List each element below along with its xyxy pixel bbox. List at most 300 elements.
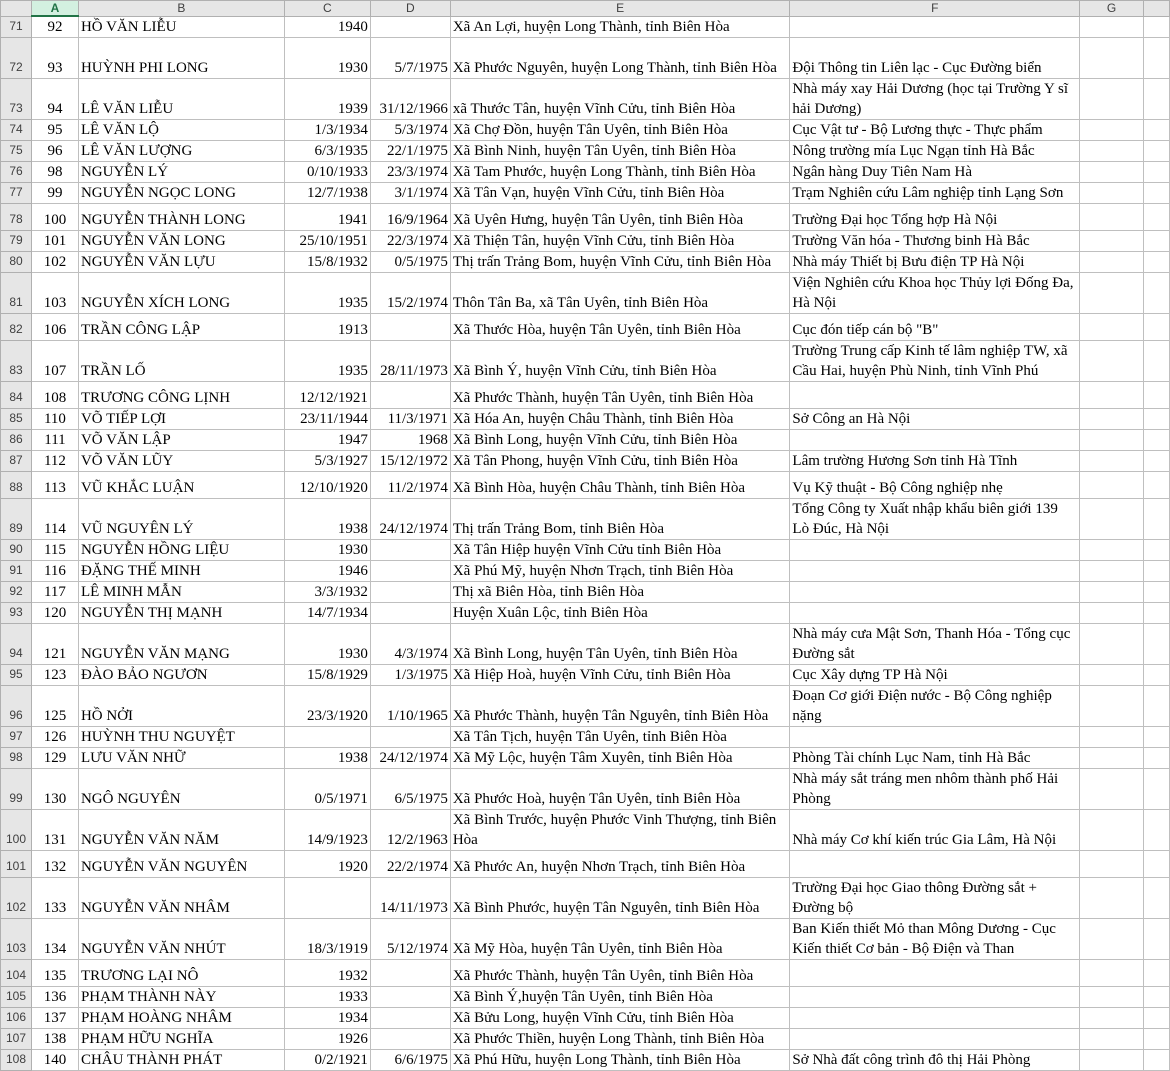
cell-workplace[interactable] bbox=[790, 429, 1080, 450]
cell-name[interactable]: HUỲNH THU NGUYỆT bbox=[78, 726, 284, 747]
cell-hometown[interactable]: Thị trấn Trảng Bom, huyện Vĩnh Cửu, tỉnh Biên Hòa bbox=[450, 251, 790, 272]
column-header-a[interactable]: A bbox=[31, 1, 78, 17]
cell-birth-date[interactable]: 1933 bbox=[284, 986, 370, 1007]
cell-birth-date[interactable]: 14/7/1934 bbox=[284, 602, 370, 623]
cell-name[interactable]: PHẠM HỮU NGHĨA bbox=[78, 1028, 284, 1049]
cell-birth-date[interactable]: 1947 bbox=[284, 429, 370, 450]
cell-date[interactable]: 16/9/1964 bbox=[370, 203, 450, 230]
cell-blank[interactable] bbox=[1143, 918, 1169, 959]
cell-stt[interactable]: 114 bbox=[31, 498, 78, 539]
cell-g[interactable] bbox=[1080, 498, 1144, 539]
cell-birth-date[interactable]: 1935 bbox=[284, 272, 370, 313]
cell-name[interactable]: TRƯƠNG CÔNG LỊNH bbox=[78, 381, 284, 408]
cell-blank[interactable] bbox=[1143, 16, 1169, 37]
cell-stt[interactable]: 108 bbox=[31, 381, 78, 408]
cell-blank[interactable] bbox=[1143, 340, 1169, 381]
cell-g[interactable] bbox=[1080, 581, 1144, 602]
cell-g[interactable] bbox=[1080, 1007, 1144, 1028]
cell-date[interactable]: 15/2/1974 bbox=[370, 272, 450, 313]
cell-date[interactable]: 0/5/1975 bbox=[370, 251, 450, 272]
cell-hometown[interactable]: Thị xã Biên Hòa, tỉnh Biên Hòa bbox=[450, 581, 790, 602]
cell-name[interactable]: PHẠM THÀNH NÀY bbox=[78, 986, 284, 1007]
cell-stt[interactable]: 132 bbox=[31, 850, 78, 877]
cell-workplace[interactable]: Nhà máy cưa Mật Sơn, Thanh Hóa - Tổng cục Đường sắt bbox=[790, 623, 1080, 664]
cell-hometown[interactable]: Huyện Xuân Lộc, tỉnh Biên Hòa bbox=[450, 602, 790, 623]
cell-name[interactable]: LÊ VĂN LƯỢNG bbox=[78, 140, 284, 161]
cell-g[interactable] bbox=[1080, 408, 1144, 429]
cell-hometown[interactable]: Thị trấn Trảng Bom, tỉnh Biên Hòa bbox=[450, 498, 790, 539]
cell-stt[interactable]: 136 bbox=[31, 986, 78, 1007]
cell-g[interactable] bbox=[1080, 182, 1144, 203]
cell-hometown[interactable]: Xã Bình Ý,huyện Tân Uyên, tỉnh Biên Hòa bbox=[450, 986, 790, 1007]
cell-hometown[interactable]: Xã An Lợi, huyện Long Thành, tỉnh Biên Hòa bbox=[450, 16, 790, 37]
cell-g[interactable] bbox=[1080, 230, 1144, 251]
row-header[interactable]: 104 bbox=[1, 959, 32, 986]
cell-birth-date[interactable]: 0/5/1971 bbox=[284, 768, 370, 809]
cell-g[interactable] bbox=[1080, 251, 1144, 272]
cell-workplace[interactable] bbox=[790, 726, 1080, 747]
cell-hometown[interactable]: Xã Thước Hòa, huyện Tân Uyên, tỉnh Biên Hòa bbox=[450, 313, 790, 340]
cell-birth-date[interactable]: 0/2/1921 bbox=[284, 1049, 370, 1070]
cell-stt[interactable]: 95 bbox=[31, 119, 78, 140]
cell-date[interactable]: 1968 bbox=[370, 429, 450, 450]
cell-hometown[interactable]: Xã Hiệp Hoà, huyện Vĩnh Cửu, tỉnh Biên Hòa bbox=[450, 664, 790, 685]
row-header[interactable]: 106 bbox=[1, 1007, 32, 1028]
row-header[interactable]: 82 bbox=[1, 313, 32, 340]
cell-stt[interactable]: 102 bbox=[31, 251, 78, 272]
cell-birth-date[interactable]: 23/3/1920 bbox=[284, 685, 370, 726]
cell-hometown[interactable]: Xã Tân Tịch, huyện Tân Uyên, tỉnh Biên Hòa bbox=[450, 726, 790, 747]
cell-hometown[interactable]: Xã Thiện Tân, huyện Vĩnh Cửu, tỉnh Biên Hòa bbox=[450, 230, 790, 251]
cell-date[interactable] bbox=[370, 1028, 450, 1049]
cell-date[interactable]: 11/3/1971 bbox=[370, 408, 450, 429]
cell-workplace[interactable]: Cục Vật tư - Bộ Lương thực - Thực phẩm bbox=[790, 119, 1080, 140]
row-header[interactable]: 71 bbox=[1, 16, 32, 37]
cell-blank[interactable] bbox=[1143, 581, 1169, 602]
cell-blank[interactable] bbox=[1143, 429, 1169, 450]
cell-g[interactable] bbox=[1080, 203, 1144, 230]
cell-date[interactable] bbox=[370, 560, 450, 581]
cell-hometown[interactable]: Thôn Tân Ba, xã Tân Uyên, tỉnh Biên Hòa bbox=[450, 272, 790, 313]
cell-blank[interactable] bbox=[1143, 408, 1169, 429]
cell-name[interactable]: HỒ NỞI bbox=[78, 685, 284, 726]
cell-workplace[interactable] bbox=[790, 381, 1080, 408]
cell-date[interactable]: 31/12/1966 bbox=[370, 78, 450, 119]
cell-stt[interactable]: 103 bbox=[31, 272, 78, 313]
cell-workplace[interactable]: Nhà máy sắt tráng men nhôm thành phố Hải Phòng bbox=[790, 768, 1080, 809]
row-header[interactable]: 108 bbox=[1, 1049, 32, 1070]
cell-hometown[interactable]: Xã Bình Trước, huyện Phước Vinh Thượng, tỉnh Biên Hòa bbox=[450, 809, 790, 850]
cell-blank[interactable] bbox=[1143, 850, 1169, 877]
cell-name[interactable]: NGUYỄN VĂN NĂM bbox=[78, 809, 284, 850]
cell-stt[interactable]: 106 bbox=[31, 313, 78, 340]
cell-blank[interactable] bbox=[1143, 140, 1169, 161]
cell-date[interactable] bbox=[370, 959, 450, 986]
row-header[interactable]: 87 bbox=[1, 450, 32, 471]
row-header[interactable]: 84 bbox=[1, 381, 32, 408]
cell-stt[interactable]: 129 bbox=[31, 747, 78, 768]
cell-blank[interactable] bbox=[1143, 959, 1169, 986]
cell-date[interactable] bbox=[370, 313, 450, 340]
cell-stt[interactable]: 131 bbox=[31, 809, 78, 850]
cell-birth-date[interactable]: 1930 bbox=[284, 623, 370, 664]
cell-stt[interactable]: 99 bbox=[31, 182, 78, 203]
cell-date[interactable]: 6/5/1975 bbox=[370, 768, 450, 809]
column-header-blank[interactable] bbox=[1143, 1, 1169, 17]
cell-stt[interactable]: 133 bbox=[31, 877, 78, 918]
cell-date[interactable] bbox=[370, 602, 450, 623]
cell-name[interactable]: NGUYỄN LÝ bbox=[78, 161, 284, 182]
row-header[interactable]: 92 bbox=[1, 581, 32, 602]
cell-g[interactable] bbox=[1080, 429, 1144, 450]
cell-name[interactable]: CHÂU THÀNH PHÁT bbox=[78, 1049, 284, 1070]
select-all-corner[interactable] bbox=[1, 1, 32, 17]
cell-blank[interactable] bbox=[1143, 471, 1169, 498]
cell-name[interactable]: HUỲNH PHI LONG bbox=[78, 37, 284, 78]
cell-birth-date[interactable]: 1930 bbox=[284, 37, 370, 78]
cell-birth-date[interactable]: 1/3/1934 bbox=[284, 119, 370, 140]
row-header[interactable]: 76 bbox=[1, 161, 32, 182]
cell-stt[interactable]: 120 bbox=[31, 602, 78, 623]
row-header[interactable]: 79 bbox=[1, 230, 32, 251]
cell-stt[interactable]: 112 bbox=[31, 450, 78, 471]
row-header[interactable]: 77 bbox=[1, 182, 32, 203]
cell-workplace[interactable]: Vụ Kỹ thuật - Bộ Công nghiệp nhẹ bbox=[790, 471, 1080, 498]
cell-birth-date[interactable]: 1946 bbox=[284, 560, 370, 581]
cell-workplace[interactable]: Trường Văn hóa - Thương binh Hà Bắc bbox=[790, 230, 1080, 251]
cell-stt[interactable]: 130 bbox=[31, 768, 78, 809]
row-header[interactable]: 90 bbox=[1, 539, 32, 560]
cell-birth-date[interactable]: 25/10/1951 bbox=[284, 230, 370, 251]
cell-stt[interactable]: 100 bbox=[31, 203, 78, 230]
cell-date[interactable] bbox=[370, 986, 450, 1007]
cell-date[interactable]: 1/10/1965 bbox=[370, 685, 450, 726]
row-header[interactable]: 98 bbox=[1, 747, 32, 768]
column-header-b[interactable]: B bbox=[78, 1, 284, 17]
cell-name[interactable]: NGUYỄN VĂN MẠNG bbox=[78, 623, 284, 664]
cell-birth-date[interactable]: 1926 bbox=[284, 1028, 370, 1049]
cell-name[interactable]: PHẠM HOÀNG NHÂM bbox=[78, 1007, 284, 1028]
row-header[interactable]: 96 bbox=[1, 685, 32, 726]
cell-g[interactable] bbox=[1080, 381, 1144, 408]
cell-workplace[interactable]: Nhà máy Thiết bị Bưu điện TP Hà Nội bbox=[790, 251, 1080, 272]
cell-g[interactable] bbox=[1080, 877, 1144, 918]
cell-hometown[interactable]: Xã Tân Vạn, huyện Vĩnh Cửu, tỉnh Biên Hòa bbox=[450, 182, 790, 203]
cell-birth-date[interactable]: 15/8/1932 bbox=[284, 251, 370, 272]
cell-workplace[interactable]: Trường Đại học Giao thông Đường sắt + Đường bộ bbox=[790, 877, 1080, 918]
cell-date[interactable]: 1/3/1975 bbox=[370, 664, 450, 685]
cell-date[interactable] bbox=[370, 1007, 450, 1028]
cell-birth-date[interactable]: 14/9/1923 bbox=[284, 809, 370, 850]
cell-name[interactable]: LÊ MINH MẪN bbox=[78, 581, 284, 602]
cell-date[interactable]: 15/12/1972 bbox=[370, 450, 450, 471]
cell-date[interactable]: 5/12/1974 bbox=[370, 918, 450, 959]
cell-name[interactable]: NGUYỄN VĂN NGUYÊN bbox=[78, 850, 284, 877]
cell-g[interactable] bbox=[1080, 850, 1144, 877]
cell-date[interactable]: 28/11/1973 bbox=[370, 340, 450, 381]
cell-hometown[interactable]: Xã Uyên Hưng, huyện Tân Uyên, tỉnh Biên Hòa bbox=[450, 203, 790, 230]
cell-birth-date[interactable]: 12/7/1938 bbox=[284, 182, 370, 203]
cell-birth-date[interactable] bbox=[284, 726, 370, 747]
row-header[interactable]: 81 bbox=[1, 272, 32, 313]
cell-name[interactable]: VÕ TIẾP LỢI bbox=[78, 408, 284, 429]
cell-date[interactable]: 22/2/1974 bbox=[370, 850, 450, 877]
cell-workplace[interactable] bbox=[790, 1007, 1080, 1028]
cell-blank[interactable] bbox=[1143, 768, 1169, 809]
cell-hometown[interactable]: xã Thước Tân, huyện Vĩnh Cửu, tỉnh Biên Hòa bbox=[450, 78, 790, 119]
cell-name[interactable]: VŨ NGUYÊN LÝ bbox=[78, 498, 284, 539]
cell-birth-date[interactable]: 5/3/1927 bbox=[284, 450, 370, 471]
cell-g[interactable] bbox=[1080, 959, 1144, 986]
cell-workplace[interactable] bbox=[790, 986, 1080, 1007]
cell-date[interactable] bbox=[370, 581, 450, 602]
cell-blank[interactable] bbox=[1143, 450, 1169, 471]
cell-name[interactable]: VŨ KHẮC LUẬN bbox=[78, 471, 284, 498]
cell-birth-date[interactable]: 1938 bbox=[284, 747, 370, 768]
cell-blank[interactable] bbox=[1143, 161, 1169, 182]
cell-workplace[interactable] bbox=[790, 602, 1080, 623]
cell-stt[interactable]: 140 bbox=[31, 1049, 78, 1070]
cell-name[interactable]: ĐẶNG THẾ MINH bbox=[78, 560, 284, 581]
cell-blank[interactable] bbox=[1143, 272, 1169, 313]
cell-date[interactable]: 11/2/1974 bbox=[370, 471, 450, 498]
cell-birth-date[interactable]: 1934 bbox=[284, 1007, 370, 1028]
cell-name[interactable]: NGUYỄN XÍCH LONG bbox=[78, 272, 284, 313]
cell-date[interactable]: 3/1/1974 bbox=[370, 182, 450, 203]
cell-blank[interactable] bbox=[1143, 182, 1169, 203]
cell-hometown[interactable]: Xã Bình Long, huyện Vĩnh Cửu, tỉnh Biên Hòa bbox=[450, 429, 790, 450]
cell-hometown[interactable]: Xã Bình Long, huyện Tân Uyên, tỉnh Biên Hòa bbox=[450, 623, 790, 664]
cell-g[interactable] bbox=[1080, 1028, 1144, 1049]
cell-stt[interactable]: 96 bbox=[31, 140, 78, 161]
cell-hometown[interactable]: Xã Bình Ý, huyện Vĩnh Cửu, tỉnh Biên Hòa bbox=[450, 340, 790, 381]
cell-stt[interactable]: 98 bbox=[31, 161, 78, 182]
cell-g[interactable] bbox=[1080, 768, 1144, 809]
cell-stt[interactable]: 135 bbox=[31, 959, 78, 986]
cell-blank[interactable] bbox=[1143, 986, 1169, 1007]
cell-birth-date[interactable]: 1932 bbox=[284, 959, 370, 986]
cell-workplace[interactable]: Trường Trung cấp Kinh tế lâm nghiệp TW, xã Cầu Hai, huyện Phù Ninh, tỉnh Vĩnh Phú bbox=[790, 340, 1080, 381]
cell-g[interactable] bbox=[1080, 685, 1144, 726]
cell-hometown[interactable]: Xã Phước Thành, huyện Tân Uyên, tỉnh Biên Hòa bbox=[450, 381, 790, 408]
cell-workplace[interactable]: Viện Nghiên cứu Khoa học Thủy lợi Đống Đa, Hà Nội bbox=[790, 272, 1080, 313]
cell-birth-date[interactable]: 1941 bbox=[284, 203, 370, 230]
row-header[interactable]: 72 bbox=[1, 37, 32, 78]
cell-stt[interactable]: 110 bbox=[31, 408, 78, 429]
cell-workplace[interactable]: Lâm trường Hương Sơn tỉnh Hà Tĩnh bbox=[790, 450, 1080, 471]
cell-stt[interactable]: 92 bbox=[31, 16, 78, 37]
row-header[interactable]: 78 bbox=[1, 203, 32, 230]
cell-hometown[interactable]: Xã Bình Phước, huyện Tân Nguyên, tỉnh Biên Hòa bbox=[450, 877, 790, 918]
cell-date[interactable] bbox=[370, 726, 450, 747]
cell-workplace[interactable]: Trạm Nghiên cứu Lâm nghiệp tỉnh Lạng Sơn bbox=[790, 182, 1080, 203]
cell-birth-date[interactable]: 3/3/1932 bbox=[284, 581, 370, 602]
cell-name[interactable]: NGUYỄN NGỌC LONG bbox=[78, 182, 284, 203]
cell-hometown[interactable]: Xã Phước Hoà, huyện Tân Uyên, tỉnh Biên Hòa bbox=[450, 768, 790, 809]
cell-blank[interactable] bbox=[1143, 498, 1169, 539]
cell-date[interactable] bbox=[370, 16, 450, 37]
row-header[interactable]: 100 bbox=[1, 809, 32, 850]
cell-blank[interactable] bbox=[1143, 726, 1169, 747]
cell-date[interactable]: 4/3/1974 bbox=[370, 623, 450, 664]
cell-hometown[interactable]: Xã Mỹ Hòa, huyện Tân Uyên, tỉnh Biên Hòa bbox=[450, 918, 790, 959]
cell-blank[interactable] bbox=[1143, 119, 1169, 140]
cell-blank[interactable] bbox=[1143, 37, 1169, 78]
cell-hometown[interactable]: Xã Phước Thành, huyện Tân Uyên, tỉnh Biên Hòa bbox=[450, 959, 790, 986]
cell-name[interactable]: NGUYỄN THÀNH LONG bbox=[78, 203, 284, 230]
cell-blank[interactable] bbox=[1143, 313, 1169, 340]
cell-g[interactable] bbox=[1080, 450, 1144, 471]
cell-birth-date[interactable]: 1938 bbox=[284, 498, 370, 539]
cell-stt[interactable]: 101 bbox=[31, 230, 78, 251]
cell-birth-date[interactable]: 1930 bbox=[284, 539, 370, 560]
cell-date[interactable]: 5/3/1974 bbox=[370, 119, 450, 140]
cell-name[interactable]: TRẦN LỐ bbox=[78, 340, 284, 381]
row-header[interactable]: 86 bbox=[1, 429, 32, 450]
cell-date[interactable]: 24/12/1974 bbox=[370, 747, 450, 768]
row-header[interactable]: 101 bbox=[1, 850, 32, 877]
cell-g[interactable] bbox=[1080, 539, 1144, 560]
cell-g[interactable] bbox=[1080, 119, 1144, 140]
cell-stt[interactable]: 134 bbox=[31, 918, 78, 959]
cell-blank[interactable] bbox=[1143, 251, 1169, 272]
cell-blank[interactable] bbox=[1143, 809, 1169, 850]
cell-hometown[interactable]: Xã Bình Hòa, huyện Châu Thành, tỉnh Biên Hòa bbox=[450, 471, 790, 498]
cell-name[interactable]: NGUYỄN VĂN LỰU bbox=[78, 251, 284, 272]
cell-g[interactable] bbox=[1080, 918, 1144, 959]
cell-hometown[interactable]: Xã Tân Hiệp huyện Vĩnh Cửu tỉnh Biên Hòa bbox=[450, 539, 790, 560]
cell-date[interactable] bbox=[370, 539, 450, 560]
cell-workplace[interactable] bbox=[790, 16, 1080, 37]
cell-workplace[interactable] bbox=[790, 1028, 1080, 1049]
cell-workplace[interactable]: Phòng Tài chính Lục Nam, tỉnh Hà Bắc bbox=[790, 747, 1080, 768]
column-header-d[interactable]: D bbox=[370, 1, 450, 17]
cell-birth-date[interactable]: 12/10/1920 bbox=[284, 471, 370, 498]
cell-birth-date[interactable]: 1935 bbox=[284, 340, 370, 381]
cell-birth-date[interactable]: 1940 bbox=[284, 16, 370, 37]
cell-g[interactable] bbox=[1080, 623, 1144, 664]
cell-date[interactable]: 12/2/1963 bbox=[370, 809, 450, 850]
row-header[interactable]: 88 bbox=[1, 471, 32, 498]
cell-hometown[interactable]: Xã Phước Nguyên, huyện Long Thành, tỉnh Biên Hòa bbox=[450, 37, 790, 78]
cell-date[interactable]: 22/1/1975 bbox=[370, 140, 450, 161]
cell-name[interactable]: LƯU VĂN NHỮ bbox=[78, 747, 284, 768]
cell-blank[interactable] bbox=[1143, 1007, 1169, 1028]
cell-g[interactable] bbox=[1080, 16, 1144, 37]
cell-date[interactable]: 5/7/1975 bbox=[370, 37, 450, 78]
row-header[interactable]: 99 bbox=[1, 768, 32, 809]
column-header-e[interactable]: E bbox=[450, 1, 790, 17]
row-header[interactable]: 95 bbox=[1, 664, 32, 685]
cell-g[interactable] bbox=[1080, 726, 1144, 747]
cell-birth-date[interactable]: 12/12/1921 bbox=[284, 381, 370, 408]
column-header-f[interactable]: F bbox=[790, 1, 1080, 17]
cell-birth-date[interactable] bbox=[284, 877, 370, 918]
cell-g[interactable] bbox=[1080, 747, 1144, 768]
cell-g[interactable] bbox=[1080, 1049, 1144, 1070]
row-header[interactable]: 97 bbox=[1, 726, 32, 747]
cell-workplace[interactable]: Đội Thông tin Liên lạc - Cục Đường biển bbox=[790, 37, 1080, 78]
cell-workplace[interactable]: Cục đón tiếp cán bộ "B" bbox=[790, 313, 1080, 340]
cell-date[interactable]: 23/3/1974 bbox=[370, 161, 450, 182]
cell-workplace[interactable] bbox=[790, 850, 1080, 877]
cell-g[interactable] bbox=[1080, 272, 1144, 313]
cell-name[interactable]: VÕ VĂN LŨY bbox=[78, 450, 284, 471]
cell-blank[interactable] bbox=[1143, 78, 1169, 119]
cell-birth-date[interactable]: 1939 bbox=[284, 78, 370, 119]
row-header[interactable]: 107 bbox=[1, 1028, 32, 1049]
row-header[interactable]: 75 bbox=[1, 140, 32, 161]
cell-hometown[interactable]: Xã Hóa An, huyện Châu Thành, tỉnh Biên Hòa bbox=[450, 408, 790, 429]
cell-name[interactable]: ĐÀO BẢO NGƯƠN bbox=[78, 664, 284, 685]
cell-workplace[interactable] bbox=[790, 581, 1080, 602]
row-header[interactable]: 85 bbox=[1, 408, 32, 429]
cell-name[interactable]: TRƯƠNG LẠI NÔ bbox=[78, 959, 284, 986]
row-header[interactable]: 83 bbox=[1, 340, 32, 381]
cell-workplace[interactable]: Cục Xây dựng TP Hà Nội bbox=[790, 664, 1080, 685]
cell-stt[interactable]: 125 bbox=[31, 685, 78, 726]
cell-hometown[interactable]: Xã Phước Thành, huyện Tân Nguyên, tỉnh Biên Hòa bbox=[450, 685, 790, 726]
cell-g[interactable] bbox=[1080, 664, 1144, 685]
cell-g[interactable] bbox=[1080, 809, 1144, 850]
cell-g[interactable] bbox=[1080, 313, 1144, 340]
cell-workplace[interactable]: Tổng Công ty Xuất nhập khẩu biên giới 139 Lò Đúc, Hà Nội bbox=[790, 498, 1080, 539]
cell-g[interactable] bbox=[1080, 37, 1144, 78]
cell-workplace[interactable]: Sở Công an Hà Nội bbox=[790, 408, 1080, 429]
cell-blank[interactable] bbox=[1143, 230, 1169, 251]
cell-stt[interactable]: 121 bbox=[31, 623, 78, 664]
cell-hometown[interactable]: Xã Tân Phong, huyện Vĩnh Cửu, tỉnh Biên Hòa bbox=[450, 450, 790, 471]
row-header[interactable]: 89 bbox=[1, 498, 32, 539]
cell-g[interactable] bbox=[1080, 340, 1144, 381]
cell-blank[interactable] bbox=[1143, 685, 1169, 726]
cell-workplace[interactable]: Đoạn Cơ giới Điện nước - Bộ Công nghiệp nặng bbox=[790, 685, 1080, 726]
cell-g[interactable] bbox=[1080, 161, 1144, 182]
cell-date[interactable]: 14/11/1973 bbox=[370, 877, 450, 918]
column-header-g[interactable]: G bbox=[1080, 1, 1144, 17]
cell-stt[interactable]: 93 bbox=[31, 37, 78, 78]
cell-stt[interactable]: 137 bbox=[31, 1007, 78, 1028]
row-header[interactable]: 80 bbox=[1, 251, 32, 272]
cell-blank[interactable] bbox=[1143, 623, 1169, 664]
cell-blank[interactable] bbox=[1143, 1028, 1169, 1049]
cell-blank[interactable] bbox=[1143, 602, 1169, 623]
cell-blank[interactable] bbox=[1143, 747, 1169, 768]
cell-g[interactable] bbox=[1080, 560, 1144, 581]
cell-workplace[interactable] bbox=[790, 560, 1080, 581]
cell-blank[interactable] bbox=[1143, 539, 1169, 560]
cell-workplace[interactable] bbox=[790, 539, 1080, 560]
cell-stt[interactable]: 117 bbox=[31, 581, 78, 602]
cell-name[interactable]: NGUYỄN THỊ MẠNH bbox=[78, 602, 284, 623]
cell-workplace[interactable]: Sở Nhà đất công trình đô thị Hải Phòng bbox=[790, 1049, 1080, 1070]
cell-hometown[interactable]: Xã Phú Hữu, huyện Long Thành, tỉnh Biên Hòa bbox=[450, 1049, 790, 1070]
row-header[interactable]: 91 bbox=[1, 560, 32, 581]
cell-name[interactable]: LÊ VĂN LỘ bbox=[78, 119, 284, 140]
cell-name[interactable]: NGUYỄN VĂN LONG bbox=[78, 230, 284, 251]
row-header[interactable]: 94 bbox=[1, 623, 32, 664]
cell-workplace[interactable]: Ngân hàng Duy Tiên Nam Hà bbox=[790, 161, 1080, 182]
cell-name[interactable]: LÊ VĂN LIỄU bbox=[78, 78, 284, 119]
cell-name[interactable]: NGUYỄN VĂN NHÚT bbox=[78, 918, 284, 959]
cell-stt[interactable]: 138 bbox=[31, 1028, 78, 1049]
cell-stt[interactable]: 126 bbox=[31, 726, 78, 747]
cell-birth-date[interactable]: 23/11/1944 bbox=[284, 408, 370, 429]
cell-stt[interactable]: 94 bbox=[31, 78, 78, 119]
cell-workplace[interactable]: Nông trường mía Lục Ngạn tỉnh Hà Bắc bbox=[790, 140, 1080, 161]
cell-stt[interactable]: 123 bbox=[31, 664, 78, 685]
cell-name[interactable]: VÕ VĂN LẬP bbox=[78, 429, 284, 450]
